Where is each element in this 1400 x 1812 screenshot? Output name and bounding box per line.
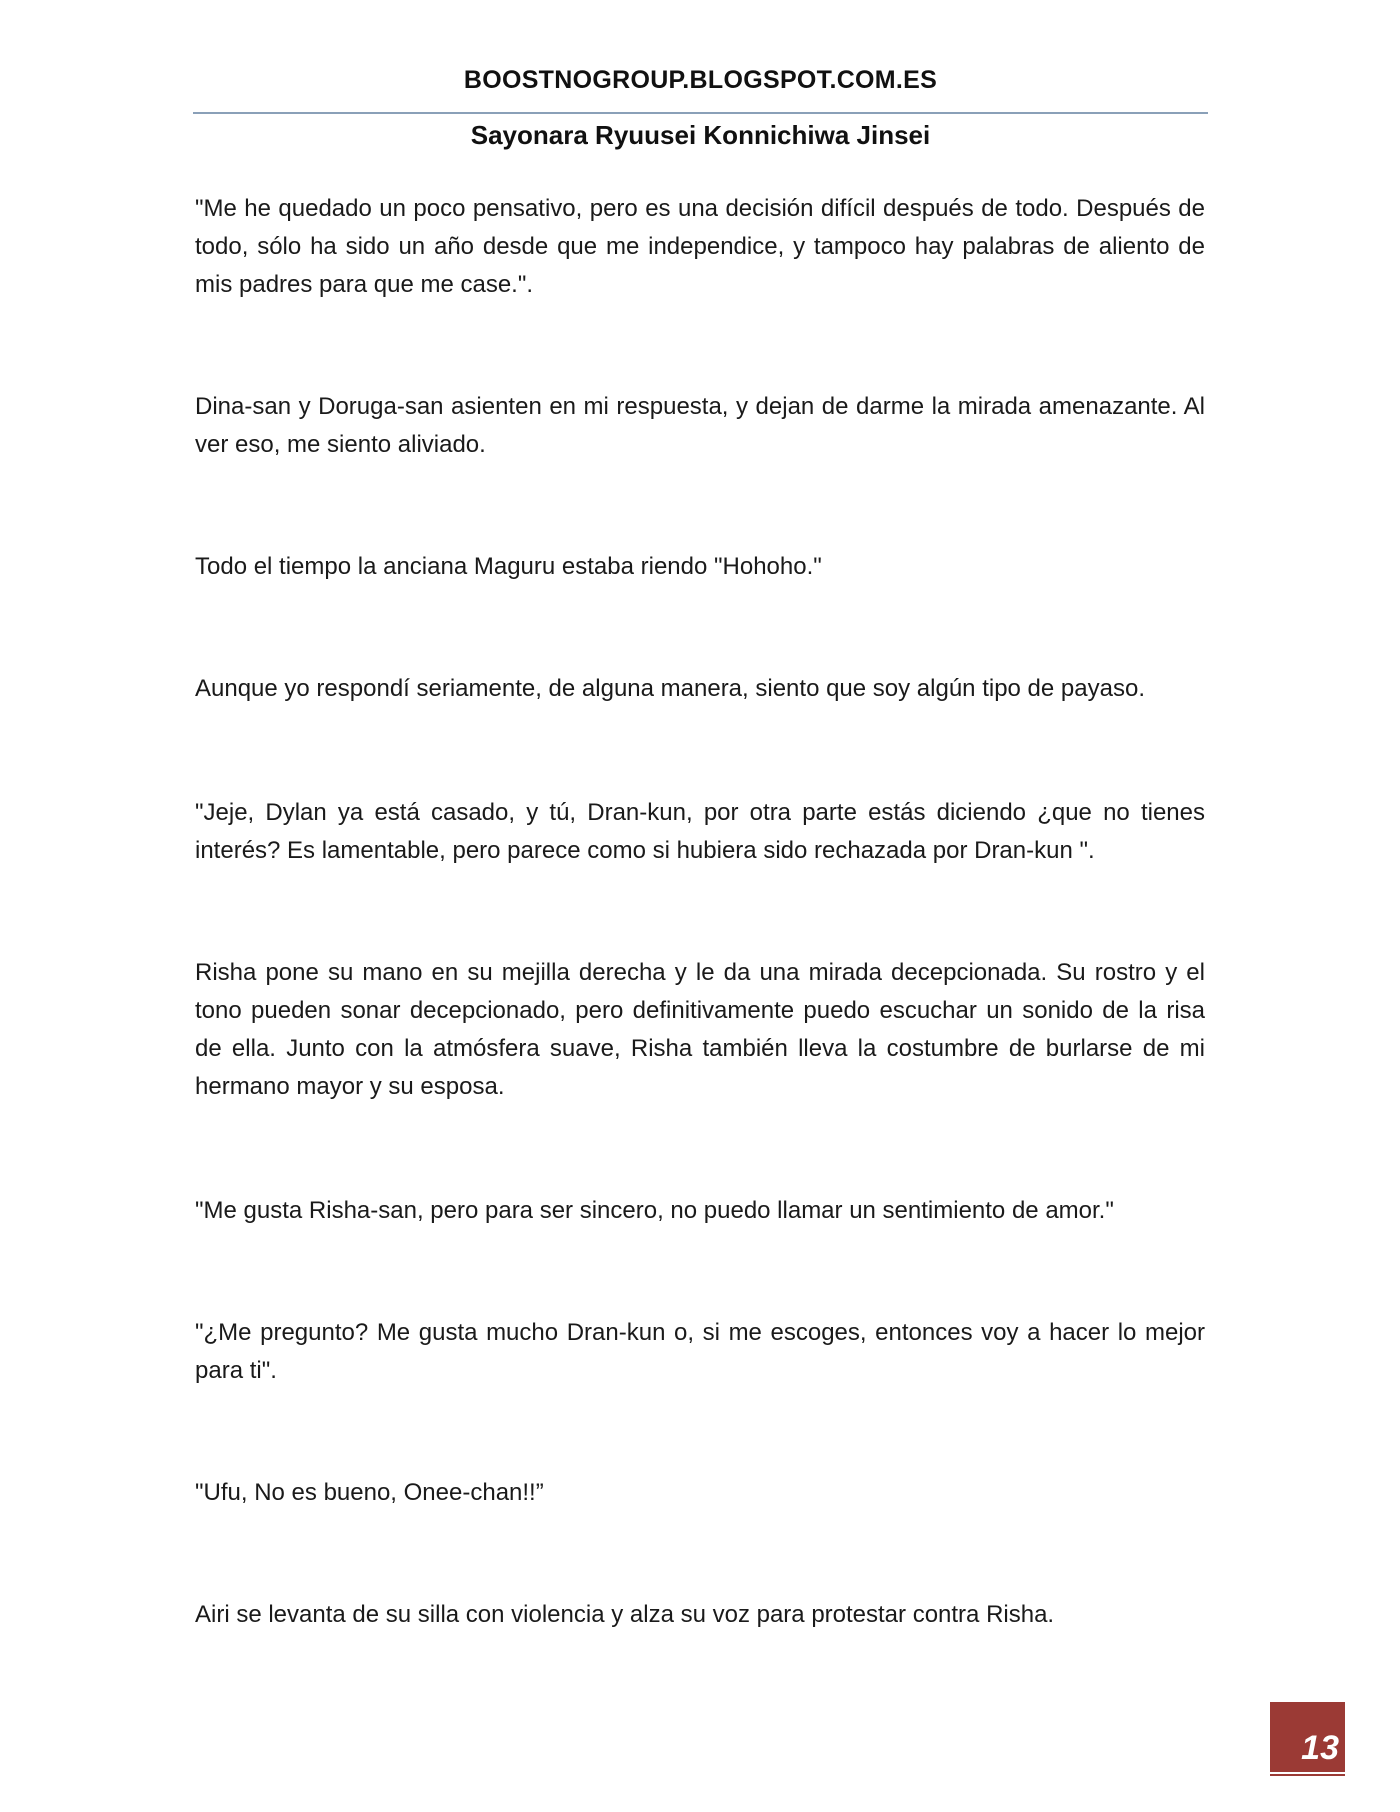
paragraph: Dina-san y Doruga-san asienten en mi respuesta, y dejan de darme la mirada amenazante. Al ver eso, me siento aliviado. bbox=[195, 393, 1205, 458]
paragraph: "Ufu, No es bueno, Onee-chan!!” bbox=[195, 1479, 544, 1506]
header-divider bbox=[193, 112, 1208, 114]
paragraph: "Jeje, Dylan ya está casado, y tú, Dran-kun, por otra parte estás diciendo ¿que no tienes interés? Es lamentable, pero parece como si hubiera sido rechazada por Dran-kun ". bbox=[195, 799, 1205, 864]
page-number-badge bbox=[1270, 1702, 1345, 1772]
page-number: 13 bbox=[1301, 1729, 1339, 1767]
body-text bbox=[195, 190, 1205, 1634]
paragraph: Risha pone su mano en su mejilla derecha y le da una mirada decepcionada. Su rostro y el tono pueden sonar decepcionado, pero definitivamente puedo escuchar un sonido de la risa de ella. Junto con la atmósfera suave, Risha también lleva la costumbre de burlarse de mi hermano mayor y su esposa. bbox=[195, 959, 1205, 1100]
paragraph: "Me gusta Risha-san, pero para ser sincero, no puedo llamar un sentimiento de amor." bbox=[195, 1197, 1114, 1224]
paragraph: "Me he quedado un poco pensativo, pero es una decisión difícil después de todo. Después de todo, sólo ha sido un año desde que me independice, y tampoco hay palabras de aliento de mis padres para que me case.". bbox=[195, 195, 1205, 298]
site-header: BOOSTNOGROUP.BLOGSPOT.COM.ES bbox=[463, 66, 938, 94]
paragraph: "¿Me pregunto? Me gusta mucho Dran-kun o, si me escoges, entonces voy a hacer lo mejor para ti". bbox=[195, 1319, 1205, 1384]
paragraph: Todo el tiempo la anciana Maguru estaba riendo "Hohoho." bbox=[195, 553, 822, 580]
page-number-underline bbox=[1270, 1774, 1345, 1776]
paragraph: Airi se levanta de su silla con violencia y alza su voz para protestar contra Risha. bbox=[195, 1601, 1055, 1628]
document-title: Sayonara Ryuusei Konnichiwa Jinsei bbox=[470, 120, 931, 150]
paragraph: Aunque yo respondí seriamente, de alguna manera, siento que soy algún tipo de payaso. bbox=[195, 675, 1145, 702]
